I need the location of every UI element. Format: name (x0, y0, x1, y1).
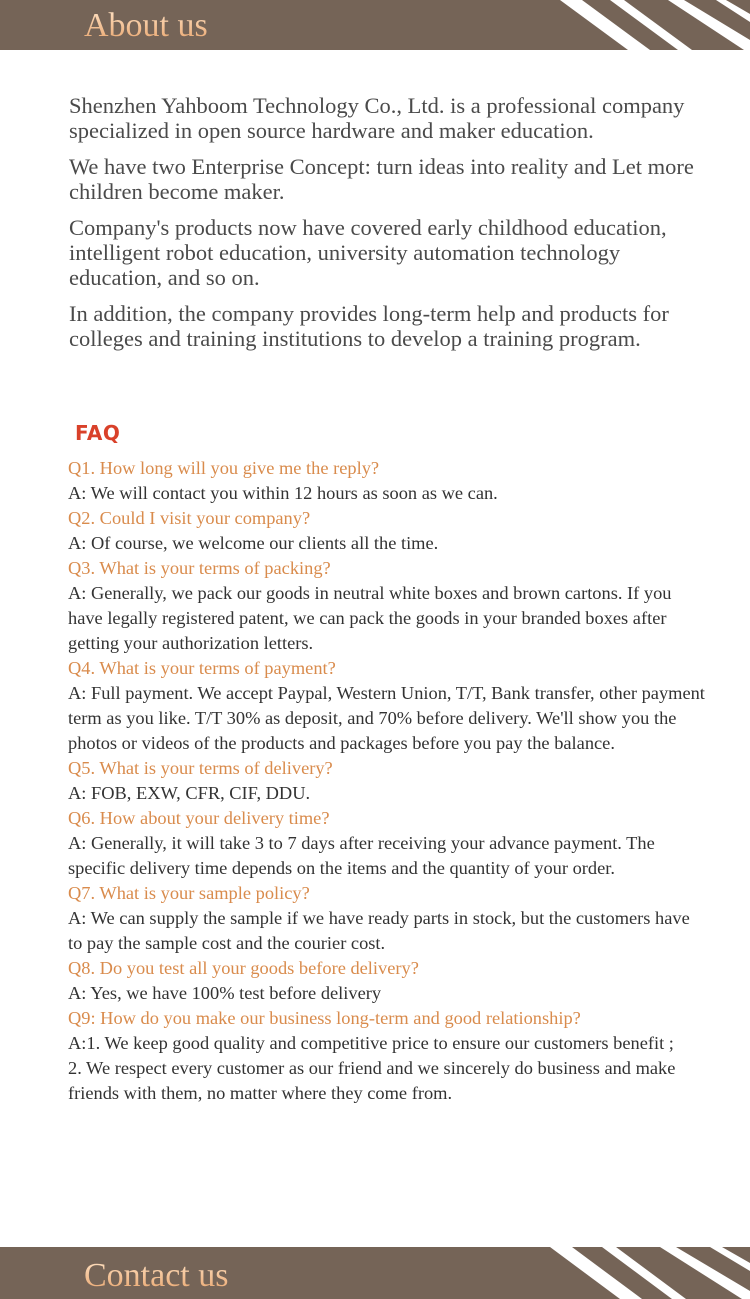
faq-answer: A: We will contact you within 12 hours as soon as we can. (68, 483, 498, 503)
about-us-banner (0, 0, 750, 50)
faq-question: Q1. How long will you give me the reply? (68, 458, 380, 478)
faq-answer: A: Full payment. We accept Paypal, Western Union, T/T, Bank transfer, other payment term as you like. T/T 30% as deposit, and 70% before delivery. We'll show you the photos or videos of the products and packages before you pay the balance. (68, 683, 705, 753)
faq-list (68, 456, 708, 1106)
faq-question: Q7. What is your sample policy? (68, 883, 310, 903)
faq-answer: A: Generally, we pack our goods in neutral white boxes and brown cartons. If you have legally registered patent, we can pack the goods in your branded boxes after getting your authorization letters. (68, 583, 672, 653)
faq-question: Q8. Do you test all your goods before delivery? (68, 958, 419, 978)
contact-us-title: Contact us (84, 1257, 229, 1294)
company-intro (69, 93, 709, 362)
faq-heading: FAQ (75, 421, 121, 445)
faq-question: Q5. What is your terms of delivery? (68, 758, 333, 778)
faq-answer: A:1. We keep good quality and competitive price to ensure our customers benefit ; 2. We respect every customer as our friend and we sincerely do business and make friends with them, no matter where they come from. (68, 1033, 676, 1103)
intro-paragraph: We have two Enterprise Concept: turn ideas into reality and Let more children become maker. (69, 154, 694, 204)
intro-paragraph: In addition, the company provides long-term help and products for colleges and training institutions to develop a training program. (69, 301, 669, 351)
faq-answer: A: Yes, we have 100% test before delivery (68, 983, 382, 1003)
decorative-stripes (520, 1247, 750, 1299)
decorative-stripes (520, 0, 750, 50)
about-us-title: About us (84, 7, 208, 44)
faq-question: Q3. What is your terms of packing? (68, 558, 331, 578)
faq-answer: A: Of course, we welcome our clients all the time. (68, 533, 439, 553)
faq-question: Q2. Could I visit your company? (68, 508, 311, 528)
faq-question: Q4. What is your terms of payment? (68, 658, 336, 678)
faq-answer: A: Generally, it will take 3 to 7 days after receiving your advance payment. The specific delivery time depends on the items and the quantity of your order. (68, 833, 655, 878)
intro-paragraph: Company's products now have covered early childhood education, intelligent robot education, university automation technology education, and so on. (69, 215, 667, 290)
intro-paragraph: Shenzhen Yahboom Technology Co., Ltd. is a professional company specialized in open source hardware and maker education. (69, 93, 685, 143)
contact-us-banner (0, 1247, 750, 1299)
faq-answer: A: FOB, EXW, CFR, CIF, DDU. (68, 783, 311, 803)
faq-question: Q6. How about your delivery time? (68, 808, 330, 828)
faq-question: Q9: How do you make our business long-term and good relationship? (68, 1008, 581, 1028)
faq-answer: A: We can supply the sample if we have ready parts in stock, but the customers have to pay the sample cost and the courier cost. (68, 908, 690, 953)
